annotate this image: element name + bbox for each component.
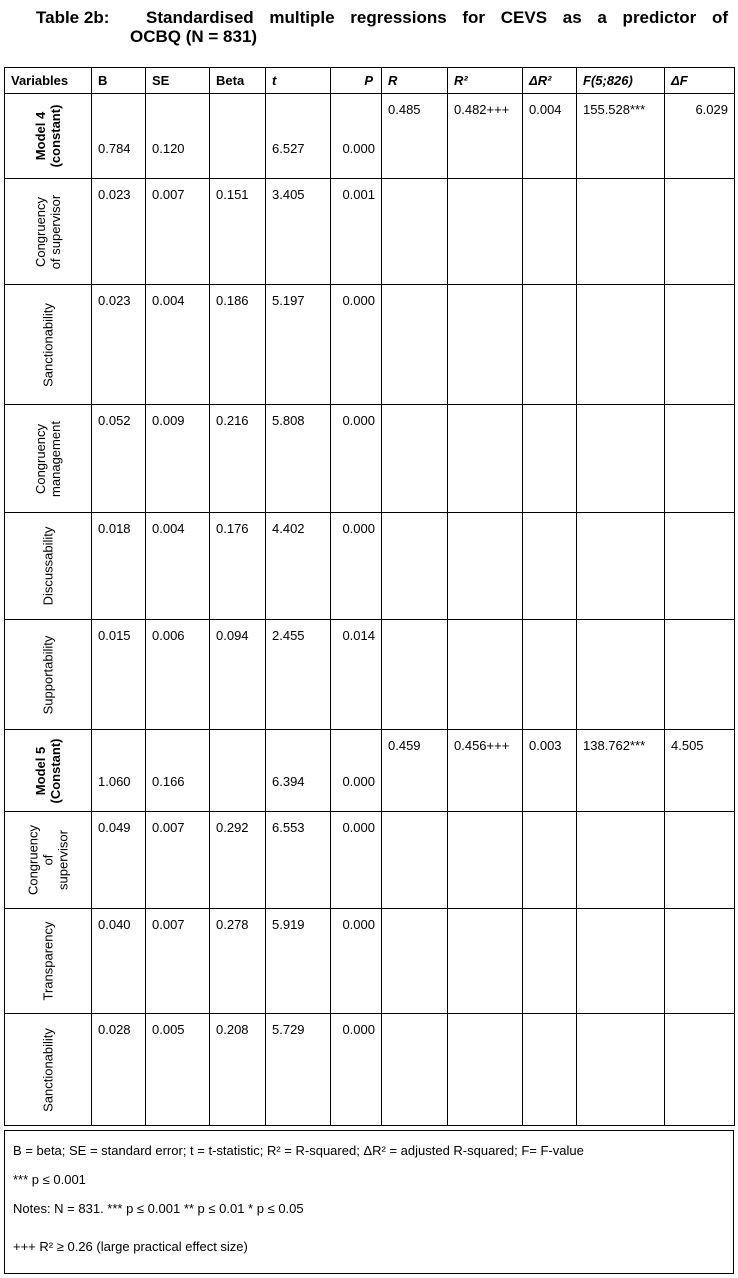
cell-delta-f [665,812,735,909]
cell-p: 0.000 [331,812,382,909]
cell-f-value [577,909,665,1014]
cell-delta-r-squared [523,405,577,513]
cell-se: 0.004 [146,285,210,405]
cell-t: 5.729 [266,1014,331,1126]
cell-r [382,405,448,513]
variable-label-line: (Constant) [48,738,63,803]
cell-t: 6.553 [266,812,331,909]
cell-p: 0.000 [331,1014,382,1126]
cell-b: 0.784 [92,94,146,179]
cell-r-squared: 0.482+++ [448,94,523,179]
variable-label-line: (constant) [48,104,63,168]
cell-r-squared [448,909,523,1014]
cell-b: 0.023 [92,285,146,405]
variable-cell [5,94,92,179]
variable-cell [5,513,92,620]
header-r-squared: R² [448,68,523,94]
cell-se: 0.009 [146,405,210,513]
cell-t: 4.402 [266,513,331,620]
variable-label-line: Congruency [33,196,48,267]
variable-label-line: Discussability [40,526,56,606]
table-caption [20,8,728,46]
cell-t: 3.405 [266,179,331,285]
cell-p: 0.000 [331,730,382,812]
cell-f-value [577,812,665,909]
cell-delta-f [665,909,735,1014]
caption-label: Table 2b: [36,8,110,27]
header-b: B [92,68,146,94]
variable-label-line: Sanctionability [40,302,56,387]
header-p: P [331,68,382,94]
cell-b: 0.015 [92,620,146,730]
cell-beta: 0.176 [210,513,266,620]
cell-b: 0.040 [92,909,146,1014]
header-variables: Variables [5,68,92,94]
variable-label [33,421,63,497]
cell-t: 5.197 [266,285,331,405]
cell-b: 1.060 [92,730,146,812]
cell-r-squared [448,179,523,285]
table-row [5,620,735,730]
cell-r [382,179,448,285]
cell-b: 0.049 [92,812,146,909]
table-row [5,94,735,179]
cell-b: 0.023 [92,179,146,285]
cell-delta-f [665,513,735,620]
cell-f-value [577,513,665,620]
cell-se: 0.007 [146,179,210,285]
cell-beta: 0.186 [210,285,266,405]
variable-label-line: of supervisor [48,194,63,269]
cell-delta-f [665,405,735,513]
variable-label-line: Supportability [40,635,56,714]
cell-r [382,1014,448,1126]
cell-f-value [577,620,665,730]
cell-p: 0.000 [331,909,382,1014]
cell-delta-f [665,1014,735,1126]
cell-beta: 0.094 [210,620,266,730]
variable-label [41,527,56,606]
cell-delta-f [665,179,735,285]
variable-label [33,194,63,268]
header-f-value: F(5;826) [577,68,665,94]
cell-delta-r-squared [523,909,577,1014]
variable-cell [5,285,92,405]
cell-r-squared [448,1014,523,1126]
cell-r [382,285,448,405]
table-row [5,285,735,405]
cell-se: 0.004 [146,513,210,620]
variable-label-line: of [40,854,56,866]
variable-label-line: Model 4 [33,111,48,161]
cell-delta-r-squared: 0.003 [523,730,577,812]
cell-p: 0.000 [331,405,382,513]
table-row [5,909,735,1014]
variable-label-line: Congruency [33,423,48,494]
header-t: t [266,68,331,94]
header-delta-f: ΔF [665,68,735,94]
cell-se: 0.007 [146,812,210,909]
cell-t: 2.455 [266,620,331,730]
regression-table [4,67,735,1126]
cell-se: 0.005 [146,1014,210,1126]
cell-p: 0.000 [331,285,382,405]
cell-r-squared [448,812,523,909]
cell-f-value: 138.762*** [577,730,665,812]
cell-r-squared [448,285,523,405]
cell-beta: 0.216 [210,405,266,513]
variable-cell [5,179,92,285]
cell-r: 0.459 [382,730,448,812]
note-effect-size: +++ R² ≥ 0.26 (large practical effect size) [13,1239,248,1254]
header-beta: Beta [210,68,266,94]
cell-beta: 0.208 [210,1014,266,1126]
cell-delta-f: 4.505 [665,730,735,812]
cell-f-value: 155.528*** [577,94,665,179]
cell-se: 0.166 [146,730,210,812]
table-notes [4,1130,734,1274]
variable-label-line: Model 5 [33,746,48,795]
cell-r [382,909,448,1014]
table-row [5,730,735,812]
cell-r-squared [448,620,523,730]
variable-label-line: Transparency [40,921,56,1001]
cell-delta-r-squared [523,1014,577,1126]
cell-beta [210,94,266,179]
note-sample: Notes: N = 831. *** p ≤ 0.001 ** p ≤ 0.01 * p ≤ 0.05 [13,1201,304,1216]
header-row [5,68,735,94]
variable-label [41,635,56,714]
variable-cell [5,812,92,909]
header-se: SE [146,68,210,94]
cell-delta-r-squared [523,812,577,909]
cell-f-value [577,179,665,285]
cell-beta: 0.292 [210,812,266,909]
caption-title-line2: OCBQ (N = 831) [130,27,258,46]
cell-f-value [577,1014,665,1126]
cell-p: 0.014 [331,620,382,730]
cell-delta-r-squared [523,620,577,730]
table-row [5,513,735,620]
variable-label [41,1028,56,1112]
cell-delta-f [665,285,735,405]
cell-r [382,513,448,620]
cell-t: 5.808 [266,405,331,513]
variable-label [41,922,56,1001]
cell-b: 0.028 [92,1014,146,1126]
variable-label-line: Sanctionability [40,1027,56,1112]
variable-cell [5,730,92,812]
cell-r [382,812,448,909]
cell-r-squared [448,405,523,513]
cell-se: 0.120 [146,94,210,179]
variable-label [33,105,63,168]
cell-beta: 0.151 [210,179,266,285]
cell-r-squared: 0.456+++ [448,730,523,812]
cell-p: 0.000 [331,513,382,620]
variable-label [41,303,56,387]
variable-label [33,738,63,803]
variable-cell [5,620,92,730]
cell-f-value [577,405,665,513]
cell-delta-r-squared [523,285,577,405]
cell-t: 6.394 [266,730,331,812]
table-row [5,812,735,909]
table-row [5,1014,735,1126]
cell-se: 0.006 [146,620,210,730]
variable-label-line: management [48,420,63,497]
cell-se: 0.007 [146,909,210,1014]
cell-p: 0.001 [331,179,382,285]
header-delta-r-squared: ΔR² [523,68,577,94]
cell-delta-r-squared [523,179,577,285]
variable-label-line: supervisor [55,830,71,890]
cell-r: 0.485 [382,94,448,179]
cell-p: 0.000 [331,94,382,179]
header-r: R [382,68,448,94]
variable-cell [5,1014,92,1126]
cell-b: 0.018 [92,513,146,620]
table-row [5,179,735,285]
note-significance: *** p ≤ 0.001 [13,1172,86,1187]
table-row [5,405,735,513]
variable-cell [5,909,92,1014]
variable-label-line: Congruency [25,824,41,896]
cell-beta: 0.278 [210,909,266,1014]
cell-t: 5.919 [266,909,331,1014]
cell-b: 0.052 [92,405,146,513]
cell-delta-f: 6.029 [665,94,735,179]
note-abbreviations: B = beta; SE = standard error; t = t-statistic; R² = R-squared; ΔR² = adjusted R-squared; F= F-value [13,1143,584,1158]
cell-delta-r-squared [523,513,577,620]
variable-label [26,825,71,895]
cell-r-squared [448,513,523,620]
variable-cell [5,405,92,513]
cell-beta [210,730,266,812]
caption-title-line1: Standardised multiple regressions for CEVS as a predictor of [146,8,728,27]
cell-delta-f [665,620,735,730]
cell-t: 6.527 [266,94,331,179]
cell-f-value [577,285,665,405]
cell-r [382,620,448,730]
cell-delta-r-squared: 0.004 [523,94,577,179]
